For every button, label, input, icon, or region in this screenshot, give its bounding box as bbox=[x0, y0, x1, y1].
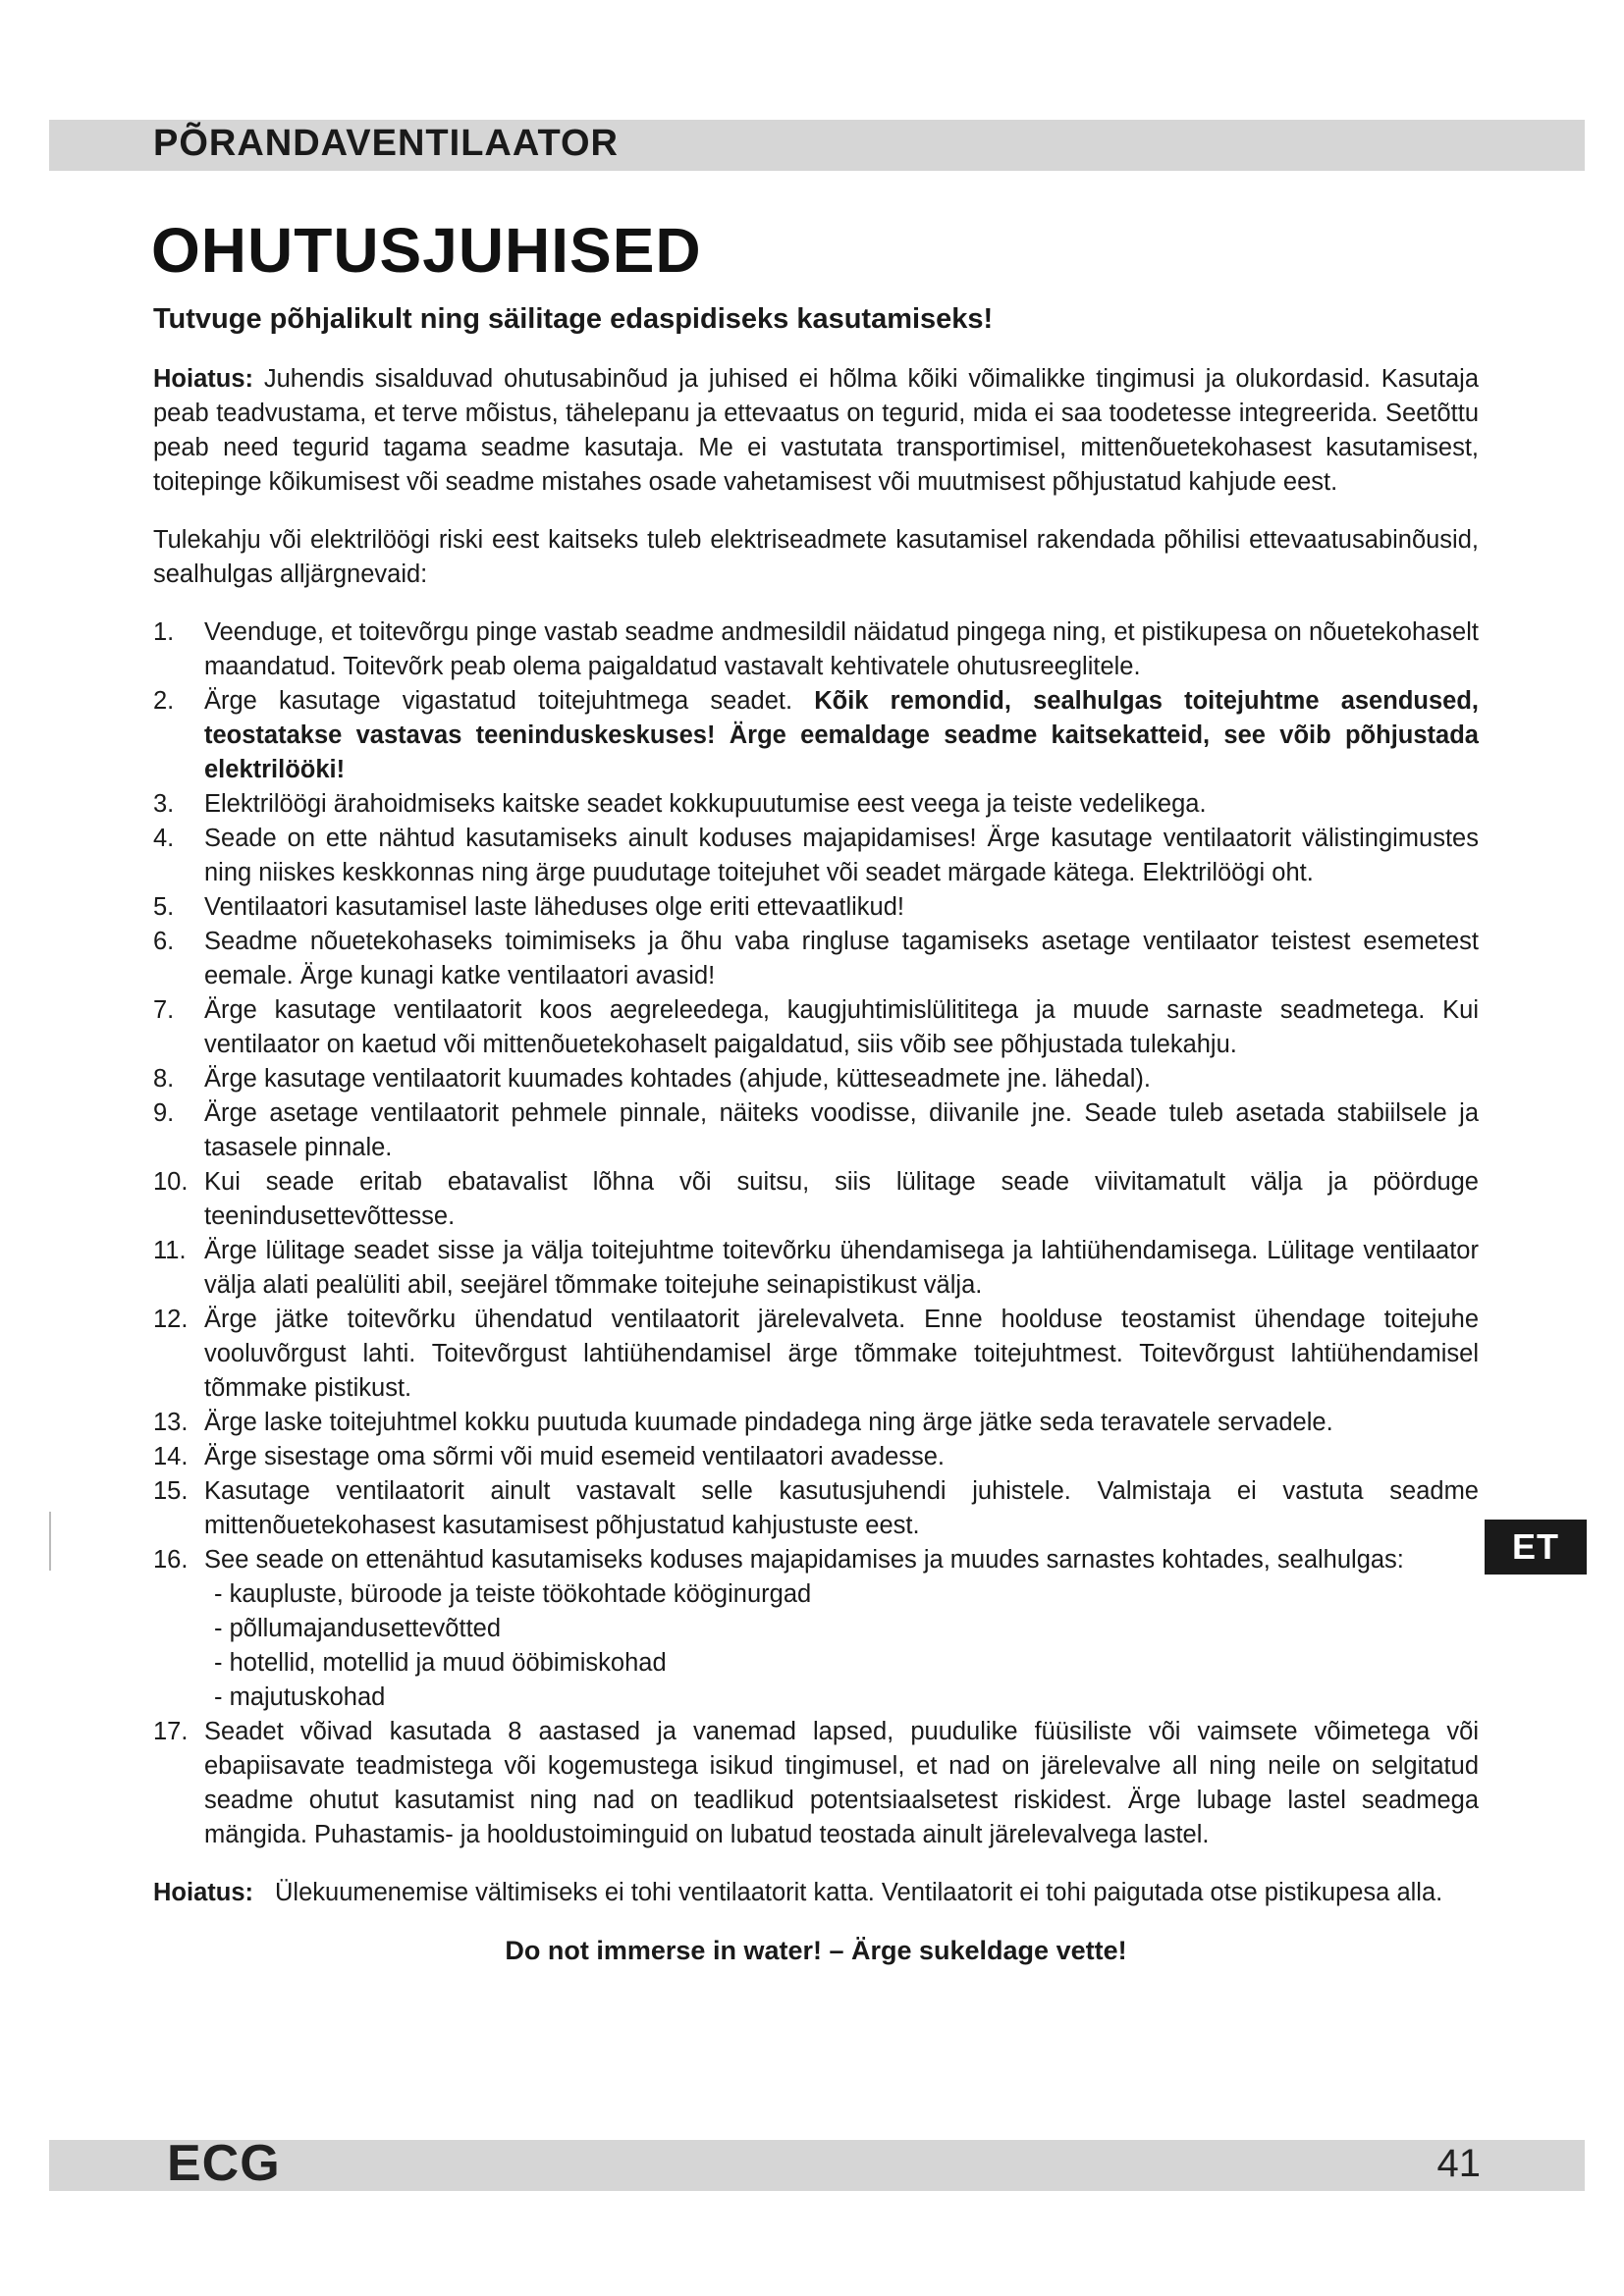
sub-list-item: - majutuskohad bbox=[214, 1683, 386, 1711]
item-number: 1. bbox=[153, 618, 175, 646]
list-item bbox=[153, 1406, 1479, 1440]
page-number: 41 bbox=[1436, 2142, 1481, 2185]
item-text: Ärge kasutage ventilaatorit koos aegreleedega, kaugjuhtimislülititega ja muude sarnaste seadmetega. Kui ventilaator on kaetud või mittenõuetekohaselt paigaldatud, siis võib see põhjustada tulekahju. bbox=[204, 996, 1479, 1058]
item-number: 10. bbox=[153, 1168, 189, 1196]
item-text: Ventilaatori kasutamisel laste läheduses olge eriti ettevaatlikud! bbox=[204, 893, 904, 921]
item-text: Ärge kasutage vigastatud toitejuhtmega seadet. bbox=[204, 687, 815, 715]
item-number: 13. bbox=[153, 1409, 189, 1436]
list-item bbox=[153, 1234, 1479, 1303]
item-number: 4. bbox=[153, 825, 175, 852]
list-item bbox=[153, 1440, 1479, 1474]
margin-mark bbox=[49, 1512, 51, 1571]
list-item bbox=[153, 925, 1479, 993]
item-number: 17. bbox=[153, 1718, 189, 1745]
list-item bbox=[153, 1096, 1479, 1165]
item-text: Ärge asetage ventilaatorit pehmele pinnale, näiteks voodisse, diivanile jne. Seade tuleb asetada stabiilsele ja tasasele pinnale. bbox=[204, 1099, 1479, 1161]
list-item bbox=[153, 993, 1479, 1062]
item-text: Ärge sisestage oma sõrmi või muid esemeid ventilaatori avadesse. bbox=[204, 1443, 946, 1470]
item-number: 6. bbox=[153, 928, 175, 955]
item-text: Ärge kasutage ventilaatorit kuumades kohtades (ahjude, kütteseadmete jne. lähedal). bbox=[204, 1065, 1151, 1093]
item-text: Kui seade eritab ebatavalist lõhna või suitsu, siis lülitage seade viivitamatult välja ja pöörduge teenindusettevõttesse. bbox=[204, 1168, 1479, 1230]
item-number: 3. bbox=[153, 790, 175, 818]
warning-footer bbox=[153, 1876, 1479, 1910]
item-text: Elektrilöögi ärahoidmiseks kaitske seadet kokkupuutumise eest veega ja teiste vedelikega. bbox=[204, 790, 1207, 818]
item-bold-text: Kõik remondid, sealhulgas toitejuhtme asendused, teostatakse vastavas teeninduskeskuses! Ärge eemaldage seadme kaitsekatteid, see võib põhjustada elektrilööki! bbox=[204, 687, 1479, 783]
item-text: Seadet võivad kasutada 8 aastased ja vanemad lapsed, puudulike füüsiliste või vaimsete võimetega või ebapiisavate teadmistega või kogemustega isikud tingimusel, et nad on järelevalve all ning neile on selgitatud seadme ohutut kasutamist ning nad on teadlikud potentsiaalsetest riskidest. Ärge lubage lastel seadmega mängida. Puhastamis- ja hooldustoiminguid on lubatud teostada ainult järelevalvega lastel. bbox=[204, 1718, 1479, 1848]
item-text: Seade on ette nähtud kasutamiseks ainult koduses majapidamises! Ärge kasutage ventilaatorit välistingimustes ning niiskes keskkonnas ning ärge puudutage toitejuhet või seadet märgade kätega. Elektrilöögi oht. bbox=[204, 825, 1479, 886]
sub-list-item: - kaupluste, büroode ja teiste töökohtade kööginurgad bbox=[214, 1580, 812, 1608]
item-text: Veenduge, et toitevõrgu pinge vastab seadme andmesildil näidatud pingega ning, et pistikupesa on nõuetekohaselt maandatud. Toitevõrk peab olema paigaldatud vastavalt kehtivatele ohutusreeglitele. bbox=[204, 618, 1479, 680]
intro-paragraph: Tulekahju või elektrilöögi riski eest kaitseks tuleb elektriseadmete kasutamisel rakendada põhilisi ettevaatusabinõusid, sealhulgas alljärgnevaid: bbox=[153, 526, 1479, 588]
item-text: Ärge laske toitejuhtmel kokku puutuda kuumade pindadega ning ärge jätke seda teravatele servadele. bbox=[204, 1409, 1333, 1436]
item-number: 16. bbox=[153, 1546, 189, 1574]
list-item bbox=[153, 1165, 1479, 1234]
brand-logo: ECG bbox=[167, 2135, 281, 2192]
page-title: OHUTUSJUHISED bbox=[151, 215, 702, 286]
content bbox=[153, 299, 1479, 1968]
sub-list-item: - hotellid, motellid ja muud ööbimiskohad bbox=[214, 1649, 667, 1677]
list-item bbox=[153, 890, 1479, 925]
section-title: PÕRANDAVENTILAATOR bbox=[153, 123, 619, 164]
item-text: See seade on ettenähtud kasutamiseks koduses majapidamises ja muudes sarnastes kohtades, sealhulgas: bbox=[204, 1546, 1404, 1574]
item-number: 9. bbox=[153, 1099, 175, 1127]
list-item bbox=[153, 684, 1479, 787]
list-item bbox=[153, 615, 1479, 684]
item-text: Ärge lülitage seadet sisse ja välja toitejuhtme toitevõrku ühendamisega ja lahtiühendamisega. Lülitage ventilaator välja alati pealüliti abil, seejärel tõmmake toitejuhe seinapistikust välja. bbox=[204, 1237, 1479, 1299]
list-item bbox=[153, 1303, 1479, 1406]
item-text: Ärge jätke toitevõrku ühendatud ventilaatorit järelevalveta. Enne hoolduse teostamist ühendage toitejuhe vooluvõrgust lahti. Toitevõrgust lahtiühendamisel ärge tõmmake toitejuhtmest. Toitevõrgust lahtiühendamisel tõmmake pistikust. bbox=[204, 1306, 1479, 1402]
item-number: 7. bbox=[153, 996, 175, 1024]
list-item bbox=[153, 822, 1479, 890]
language-tab: ET bbox=[1485, 1520, 1587, 1575]
warning-label: Hoiatus: bbox=[153, 1879, 253, 1906]
sub-list bbox=[204, 1577, 1479, 1715]
warning-label: Hoiatus: bbox=[153, 365, 253, 393]
warning-text: Juhendis sisalduvad ohutusabinõud ja juhised ei hõlma kõiki võimalikke tingimusi ja olukordasid. Kasutaja peab teadvustama, et terve mõistus, tähelepanu ja ettevaatus on tegurid, mida ei saa toodetesse integreerida. Seetõttu peab need tegurid tagama seadme kasutaja. Me ei vastutata transportimisel, mittenõuetekohasest kasutamisest, toitepinge kõikumisest või seadme mistahes osade vahetamisest või muutmisest põhjustatud kahjude eest. bbox=[153, 365, 1479, 496]
list-item bbox=[153, 1062, 1479, 1096]
item-number: 12. bbox=[153, 1306, 189, 1333]
item-number: 2. bbox=[153, 687, 175, 715]
sub-list-item: - põllumajandusettevõtted bbox=[214, 1615, 502, 1642]
subtitle: Tutvuge põhjalikult ning säilitage edaspidiseks kasutamiseks! bbox=[153, 303, 994, 335]
item-number: 15. bbox=[153, 1477, 189, 1505]
item-number: 8. bbox=[153, 1065, 175, 1093]
item-number: 14. bbox=[153, 1443, 189, 1470]
warning-paragraph bbox=[153, 362, 1479, 500]
item-number: 11. bbox=[153, 1237, 187, 1264]
item-number: 5. bbox=[153, 893, 175, 921]
item-text: Kasutage ventilaatorit ainult vastavalt selle kasutusjuhendi juhistele. Valmistaja ei vastuta seadme mittenõuetekohasest kasutamisest põhjustatud kahjustuste eest. bbox=[204, 1477, 1479, 1539]
safety-list bbox=[153, 615, 1479, 1852]
list-item bbox=[153, 1715, 1479, 1852]
item-text: Seadme nõuetekohaseks toimimiseks ja õhu vaba ringluse tagamiseks asetage ventilaator teistest esemetest eemale. Ärge kunagi katke ventilaatori avasid! bbox=[204, 928, 1479, 989]
list-item bbox=[153, 787, 1479, 822]
immerse-warning: Do not immerse in water! – Ärge sukeldage vette! bbox=[505, 1936, 1127, 1965]
list-item bbox=[153, 1543, 1479, 1715]
warning-text: Ülekuumenemise vältimiseks ei tohi ventilaatorit katta. Ventilaatorit ei tohi paigutada otse pistikupesa alla. bbox=[275, 1879, 1443, 1906]
list-item bbox=[153, 1474, 1479, 1543]
